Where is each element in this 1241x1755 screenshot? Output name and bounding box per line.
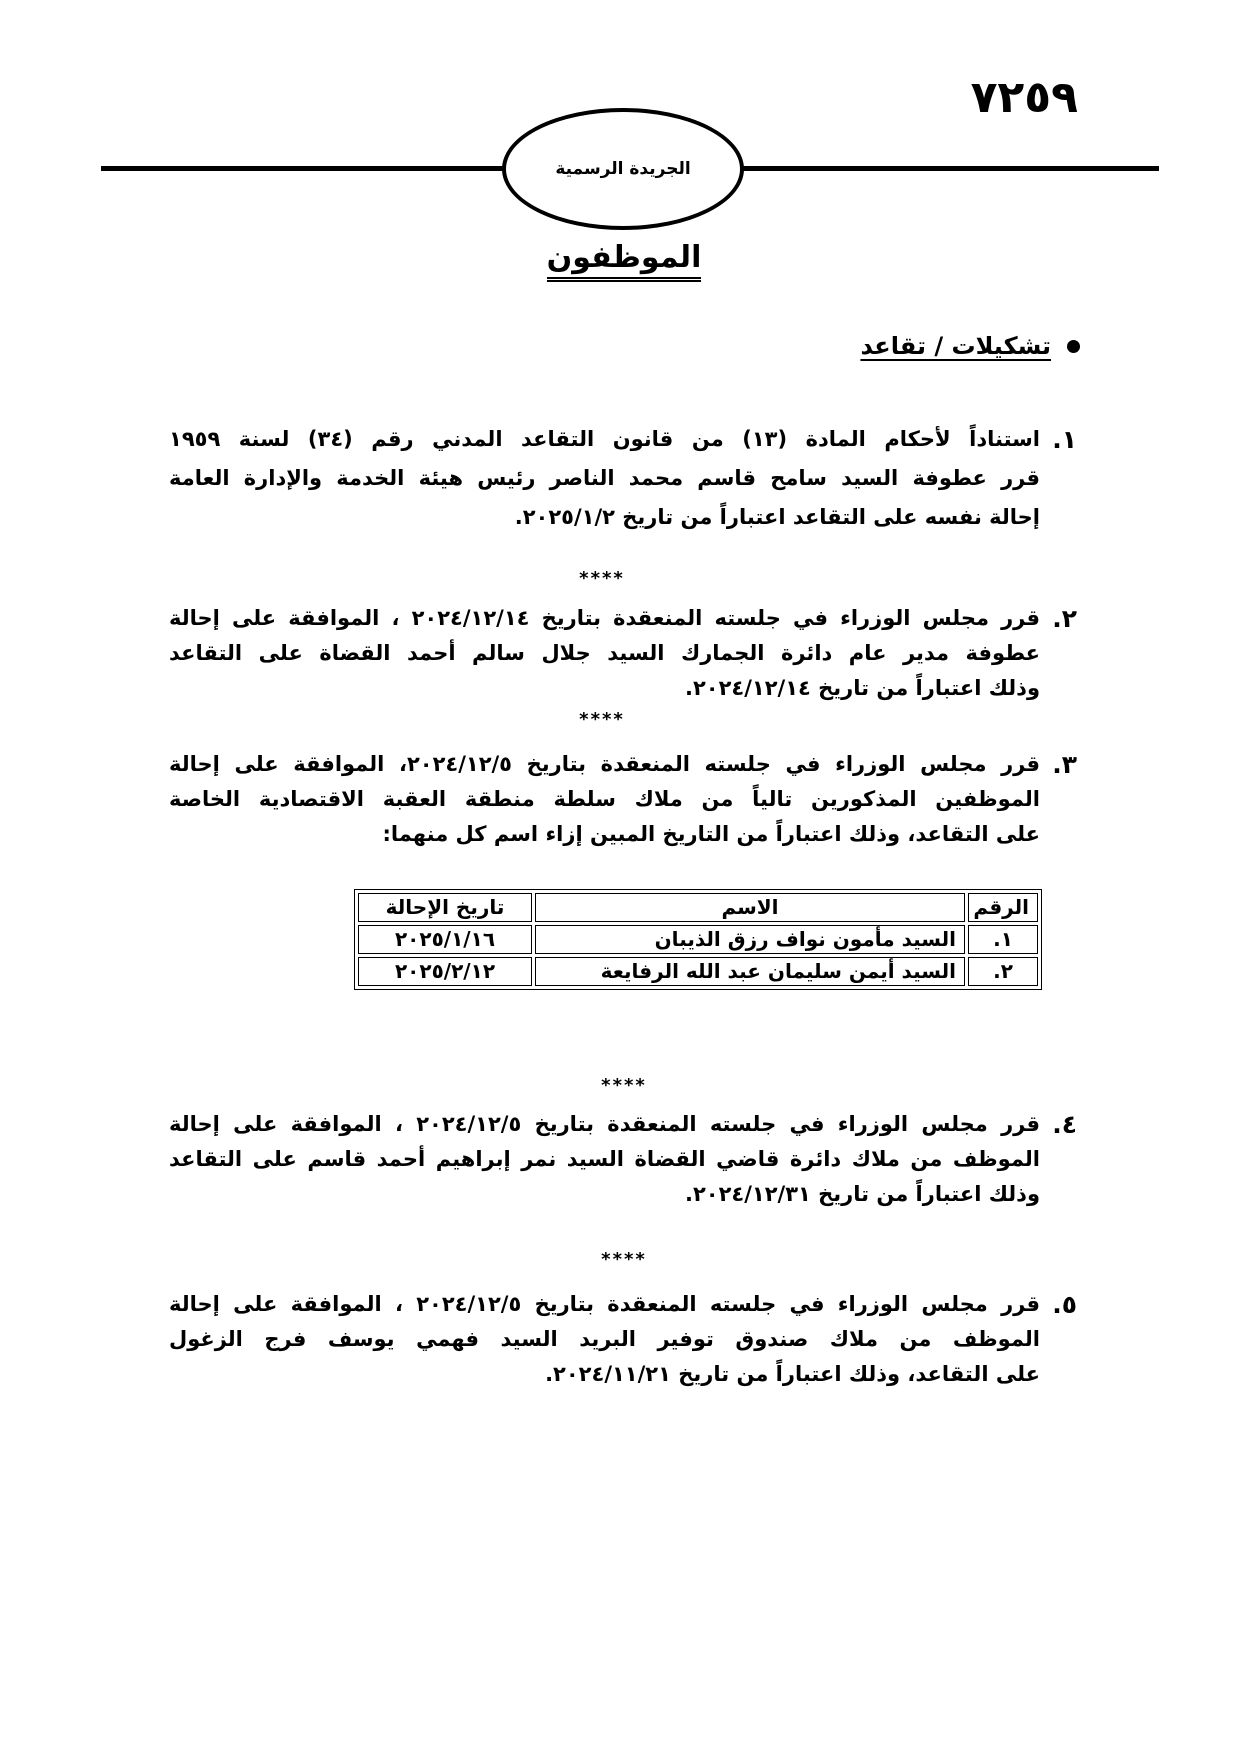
section-header bbox=[860, 330, 1080, 362]
separator: **** bbox=[601, 1249, 647, 1270]
retirement-item bbox=[169, 747, 1040, 852]
gazette-ellipse bbox=[502, 108, 744, 230]
item-number: ٢. bbox=[1052, 604, 1077, 633]
item-line: قرر عطوفة السيد سامح قاسم محمد الناصر رئيس هيئة الخدمة والإدارة العامة bbox=[169, 466, 1040, 490]
item-line: عطوفة مدير عام دائرة الجمارك السيد جلال سالم أحمد القضاة على التقاعد bbox=[169, 641, 1040, 665]
row-name: السيد مأمون نواف رزق الذيبان bbox=[535, 925, 965, 954]
bullet-icon bbox=[1067, 340, 1080, 353]
section-heading: تشكيلات / تقاعد bbox=[860, 332, 1051, 360]
item-line: الموظف من ملاك دائرة قاضي القضاة السيد نمر إبراهيم أحمد قاسم على التقاعد bbox=[169, 1147, 1040, 1171]
item-line: الموظف من ملاك صندوق توفير البريد السيد فهمي يوسف فرج الزغول bbox=[169, 1327, 1040, 1351]
retirement-item bbox=[169, 1107, 1040, 1212]
retirement-item bbox=[169, 601, 1040, 706]
page-number: ٧٢٥٩ bbox=[970, 72, 1078, 123]
column-header-name: الاسم bbox=[535, 893, 965, 922]
retirement-item bbox=[169, 420, 1040, 537]
row-date: ٢٠٢٥/٢/١٢ bbox=[358, 957, 532, 986]
item-line: وذلك اعتباراً من تاريخ ٢٠٢٤/١٢/١٤. bbox=[684, 676, 1040, 700]
item-line: الموظفين المذكورين تالياً من ملاك سلطة منطقة العقبة الاقتصادية الخاصة bbox=[169, 787, 1040, 811]
item-number: ٥. bbox=[1052, 1290, 1077, 1319]
item-line: قرر مجلس الوزراء في جلسته المنعقدة بتاريخ ٢٠٢٤/١٢/٥ ، الموافقة على إحالة bbox=[169, 1292, 1040, 1316]
separator: **** bbox=[579, 709, 625, 730]
separator: **** bbox=[579, 568, 625, 589]
row-number: ٢. bbox=[968, 957, 1038, 986]
item-line: إحالة نفسه على التقاعد اعتباراً من تاريخ ٢٠٢٥/١/٢. bbox=[514, 505, 1040, 529]
page-title-wrap bbox=[474, 240, 774, 282]
row-date: ٢٠٢٥/١/١٦ bbox=[358, 925, 532, 954]
separator: **** bbox=[601, 1075, 647, 1096]
row-number: ١. bbox=[968, 925, 1038, 954]
table-row bbox=[358, 957, 1038, 986]
item-number: ١. bbox=[1052, 425, 1077, 454]
row-name: السيد أيمن سليمان عبد الله الرفايعة bbox=[535, 957, 965, 986]
retirees-table bbox=[354, 889, 1042, 990]
item-number: ٣. bbox=[1052, 750, 1077, 779]
table-header-row bbox=[358, 893, 1038, 922]
item-line: قرر مجلس الوزراء في جلسته المنعقدة بتاريخ ٢٠٢٤/١٢/١٤ ، الموافقة على إحالة bbox=[169, 606, 1040, 630]
table-row bbox=[358, 925, 1038, 954]
gazette-name: الجريدة الرسمية bbox=[555, 159, 691, 179]
item-line: استناداً لأحكام المادة (١٣) من قانون التقاعد المدني رقم (٣٤) لسنة ١٩٥٩ bbox=[169, 427, 1041, 451]
item-line: قرر مجلس الوزراء في جلسته المنعقدة بتاريخ ٢٠٢٤/١٢/٥، الموافقة على إحالة bbox=[169, 752, 1040, 776]
item-line: قرر مجلس الوزراء في جلسته المنعقدة بتاريخ ٢٠٢٤/١٢/٥ ، الموافقة على إحالة bbox=[169, 1112, 1040, 1136]
page-title: الموظفون bbox=[547, 240, 702, 282]
item-number: ٤. bbox=[1052, 1110, 1077, 1139]
item-line: وذلك اعتباراً من تاريخ ٢٠٢٤/١٢/٣١. bbox=[684, 1182, 1040, 1206]
item-line: على التقاعد، وذلك اعتباراً من تاريخ ٢٠٢٤/١١/٢١. bbox=[545, 1362, 1040, 1386]
item-line: على التقاعد، وذلك اعتباراً من التاريخ المبين إزاء اسم كل منهما: bbox=[382, 822, 1040, 846]
column-header-date: تاريخ الإحالة bbox=[358, 893, 532, 922]
column-header-number: الرقم bbox=[968, 893, 1038, 922]
retirement-item bbox=[169, 1287, 1040, 1392]
